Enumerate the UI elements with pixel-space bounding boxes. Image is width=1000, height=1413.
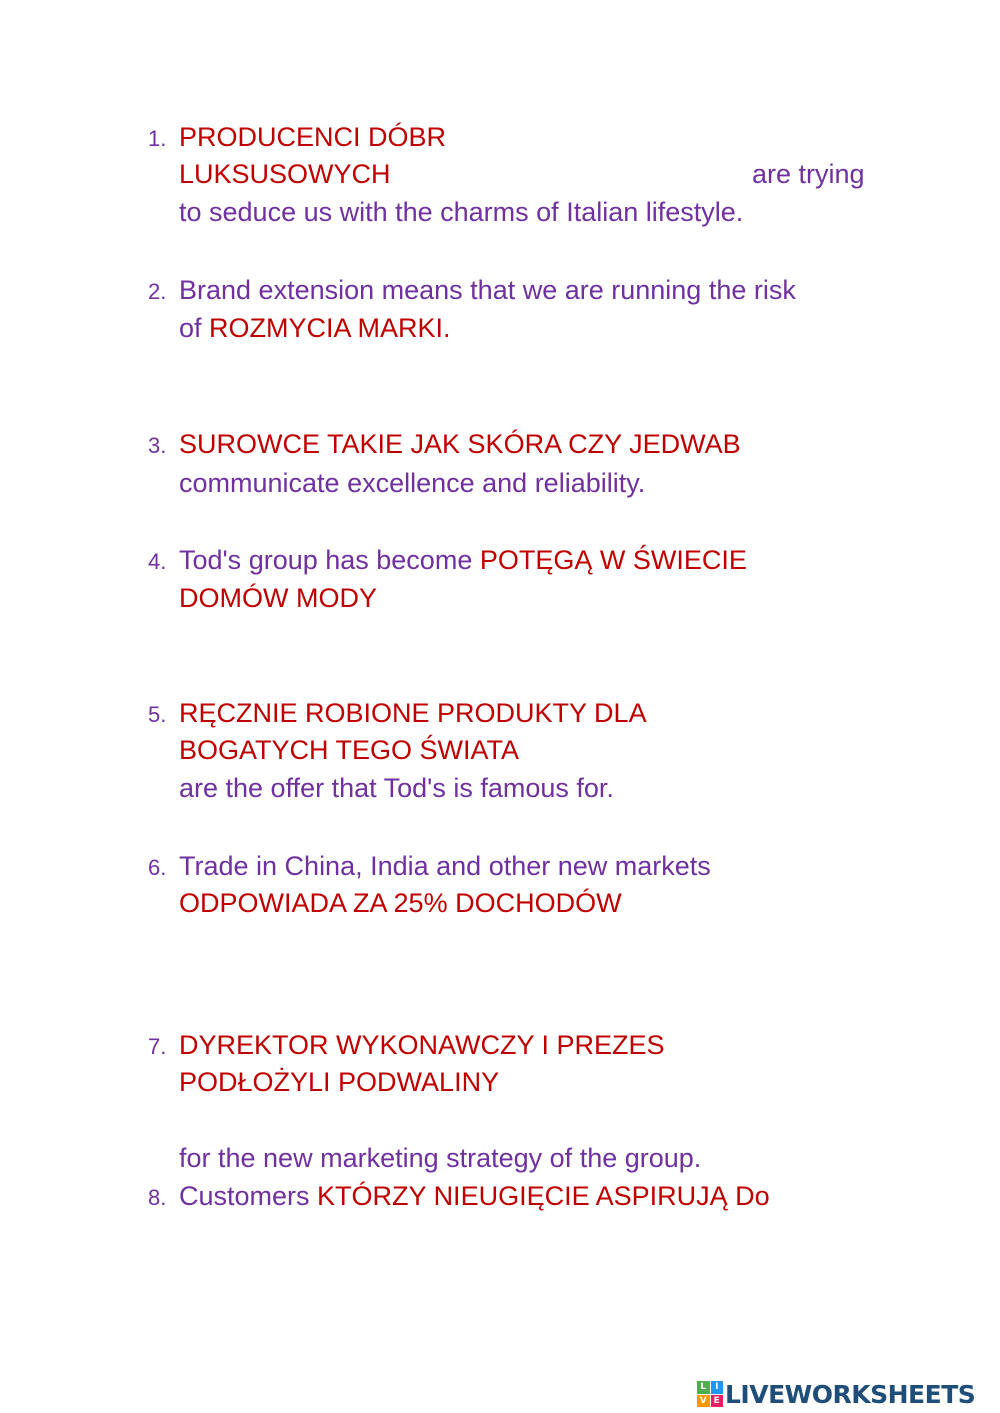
- logo-text: LIVEWORKSHEETS: [725, 1379, 976, 1409]
- sentence-text: are trying: [752, 159, 865, 189]
- logo-letter: V: [697, 1395, 710, 1408]
- answer-text: ODPOWIADA ZA 25% DOCHODÓW: [179, 888, 622, 918]
- answer-text: PRODUCENCI DÓBR: [179, 122, 447, 152]
- sentence-text: Tod's group has become: [179, 545, 480, 575]
- item-number: 8.: [148, 1185, 167, 1210]
- line: [179, 1139, 701, 1177]
- answer-text: ROZMYCIA MARKI.: [209, 313, 451, 343]
- line: [179, 847, 711, 885]
- line: [179, 1026, 665, 1064]
- item-number: 6.: [148, 855, 167, 880]
- answer-text: POTĘGĄ W ŚWIECIE: [479, 545, 747, 575]
- sentence-text: to seduce us with the charms of Italian lifestyle.: [179, 197, 744, 227]
- answer-text: PODŁOŻYLI PODWALINY: [179, 1067, 500, 1097]
- sentence-text: are the offer that Tod's is famous for.: [179, 773, 614, 803]
- line: [179, 541, 747, 579]
- line: [179, 425, 741, 463]
- sentence-text: Trade in China, India and other new markets: [179, 851, 711, 881]
- line: [179, 193, 743, 231]
- answer-text: LUKSUSOWYCH: [179, 159, 391, 189]
- sentence-text: of: [179, 313, 210, 343]
- sentence-text: Brand extension means that we are running the risk: [179, 275, 796, 305]
- logo-icon: [697, 1381, 723, 1407]
- line: [179, 769, 614, 807]
- line: [179, 464, 645, 502]
- logo-letter: I: [711, 1381, 724, 1394]
- line: [179, 694, 647, 732]
- answer-text: KTÓRZY NIEUGIĘCIE ASPIRUJĄ Do: [317, 1181, 770, 1211]
- line: [179, 155, 391, 193]
- line: [179, 118, 446, 156]
- answer-text: SUROWCE TAKIE JAK SKÓRA CZY JEDWAB: [179, 429, 741, 459]
- line: [179, 884, 622, 922]
- line: [179, 309, 451, 347]
- logo-letter: E: [711, 1395, 724, 1408]
- sentence-text: Customers: [179, 1181, 318, 1211]
- liveworksheets-logo: [697, 1378, 975, 1410]
- line: [179, 1063, 499, 1101]
- line: [179, 579, 377, 617]
- item-number: 5.: [148, 702, 167, 727]
- line: [179, 731, 519, 769]
- item-number: 4.: [148, 549, 167, 574]
- logo-letter: L: [697, 1381, 710, 1394]
- item-number: 3.: [148, 433, 167, 458]
- answer-text: BOGATYCH TEGO ŚWIATA: [179, 735, 520, 765]
- sentence-text: communicate excellence and reliability.: [179, 468, 646, 498]
- item-number: 7.: [148, 1034, 167, 1059]
- item-number: 2.: [148, 279, 167, 304]
- answer-text: DYREKTOR WYKONAWCZY I PREZES: [179, 1030, 665, 1060]
- item-number: 1.: [148, 126, 167, 151]
- line: [179, 1177, 770, 1215]
- answer-text: DOMÓW MODY: [179, 583, 377, 613]
- line: [179, 271, 796, 309]
- sentence-text: for the new marketing strategy of the group.: [179, 1143, 702, 1173]
- answer-text: RĘCZNIE ROBIONE PRODUKTY DLA: [179, 698, 647, 728]
